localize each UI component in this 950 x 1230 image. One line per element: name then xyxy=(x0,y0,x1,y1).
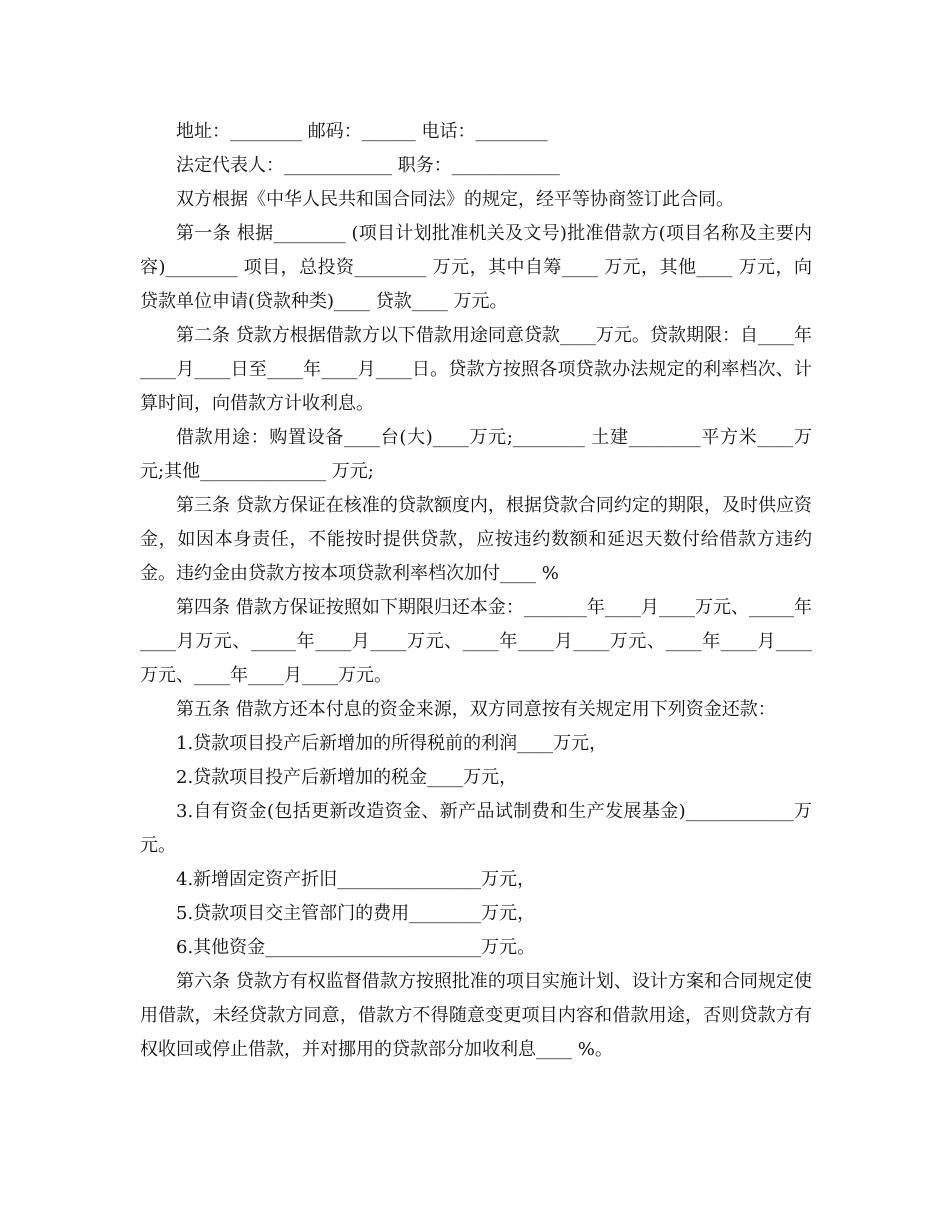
repayment-source-6: 6.其他资金________________________万元。 xyxy=(176,937,536,958)
loan-purpose-paragraph: 借款用途：购置设备____台(大)____万元;________ 土建________平方米____万元;其他______________ 万元; xyxy=(140,427,812,482)
repayment-source-1: 1.贷款项目投产后新增加的所得税前的利润____万元， xyxy=(176,733,608,754)
article-6-paragraph: 第六条 贷款方有权监督借款方按照批准的项目实施计划、设计方案和合同规定使用借款，未经贷款方同意，借款方不得随意变更项目内容和借款用途，否则贷款方有权收回或停止借款，并对挪用的贷款部分加收利息____ %。 xyxy=(140,971,812,1060)
contract-page xyxy=(140,115,812,1067)
preamble-paragraph: 双方根据《中华人民共和国合同法》的规定，经平等协商签订此合同。 xyxy=(176,189,734,210)
repayment-source-3: 3.自有资金(包括更新改造资金、新产品试制费和生产发展基金)____________万元。 xyxy=(140,801,812,856)
article-5-paragraph: 第五条 借款方还本付息的资金来源，双方同意按有关规定用下列资金还款： xyxy=(176,699,776,720)
article-2-paragraph: 第二条 贷款方根据借款方以下借款用途同意贷款____万元。贷款期限：自____年____月____日至____年____月____日。贷款方按照各项贷款办法规定的利率档次、计算时间，向借款方计收利息。 xyxy=(140,325,812,414)
article-4-paragraph: 第四条 借款方保证按照如下期限归还本金：_______年____月____万元、_____年____月万元、_____年____月____万元、____年____月____万元、____年____月____万元、____年____月____万元。 xyxy=(140,597,812,686)
article-1-paragraph: 第一条 根据________ (项目计划批准机关及文号)批准借款方(项目名称及主要内容)________ 项目，总投资________ 万元，其中自筹____ 万元，其他____ 万元，向贷款单位申请(贷款种类)____ 贷款____ 万元。 xyxy=(140,223,812,312)
legal-representative-line: 法定代表人：____________ 职务：____________ xyxy=(176,155,560,176)
repayment-source-2: 2.贷款项目投产后新增加的税金____万元， xyxy=(176,767,518,788)
repayment-source-4: 4.新增固定资产折旧________________万元， xyxy=(176,869,536,890)
address-line: 地址：________ 邮码：______ 电话：________ xyxy=(176,121,548,142)
repayment-source-5: 5.贷款项目交主管部门的费用________万元， xyxy=(176,903,536,924)
article-3-paragraph: 第三条 贷款方保证在核准的贷款额度内，根据贷款合同约定的期限，及时供应资金，如因本身责任，不能按时提供贷款，应按违约数额和延迟天数付给借款方违约金。违约金由贷款方按本项贷款利率档次加付____ % xyxy=(140,495,812,584)
